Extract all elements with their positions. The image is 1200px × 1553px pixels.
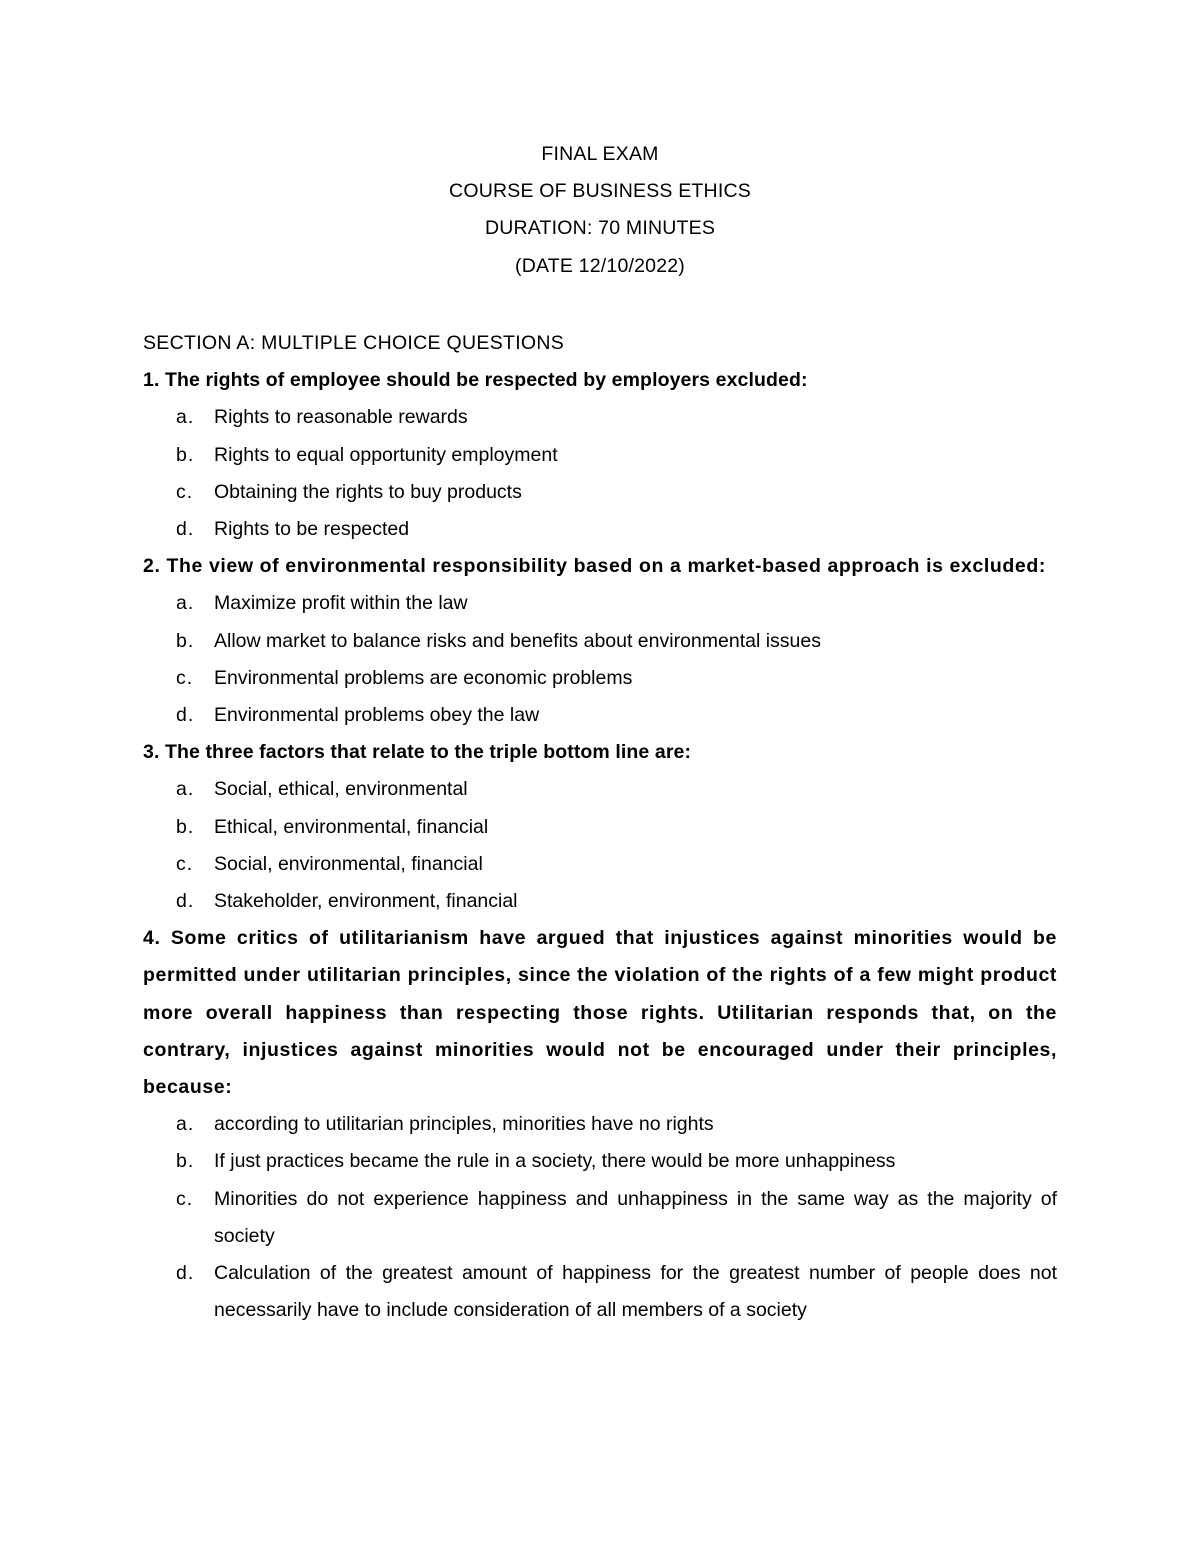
option-item: [143, 660, 1057, 697]
option-letter: b.: [176, 815, 195, 838]
option-text: Obtaining the rights to buy products: [214, 480, 522, 503]
option-text: Stakeholder, environment, financial: [214, 890, 518, 913]
option-list: [143, 585, 1057, 734]
option-item: [143, 883, 1057, 920]
option-letter: b.: [176, 1150, 195, 1173]
option-text: Environmental problems obey the law: [214, 704, 540, 727]
option-letter: c.: [176, 666, 194, 689]
question-block: [143, 362, 1057, 548]
option-text: according to utilitarian principles, minorities have no rights: [214, 1113, 714, 1136]
question-text: 2. The view of environmental responsibility based on a market-based approach is excluded:: [143, 555, 1046, 578]
option-item: [143, 474, 1057, 511]
option-letter: a.: [176, 778, 195, 801]
option-text: Social, ethical, environmental: [214, 778, 468, 801]
option-text: Rights to equal opportunity employment: [214, 443, 558, 466]
option-letter: b.: [176, 629, 195, 652]
option-text: Calculation of the greatest amount of happiness for the greatest number of people does not necessarily have to include consideration of all members of a society: [214, 1262, 1057, 1322]
option-letter: d.: [176, 704, 195, 727]
option-letter: c.: [176, 852, 194, 875]
question-text: 3. The three factors that relate to the triple bottom line are:: [143, 741, 692, 764]
exam-content: [143, 325, 1057, 1329]
option-item: [143, 1143, 1057, 1180]
option-item: [143, 1181, 1057, 1255]
option-item: [143, 585, 1057, 622]
question-block: [143, 548, 1057, 734]
option-item: [143, 809, 1057, 846]
option-list: [143, 1106, 1057, 1329]
option-text: Ethical, environmental, financial: [214, 815, 489, 838]
option-letter: b.: [176, 443, 195, 466]
option-item: [143, 1255, 1057, 1329]
option-text: Allow market to balance risks and benefits about environmental issues: [214, 629, 821, 652]
option-text: Social, environmental, financial: [214, 852, 483, 875]
option-item: [143, 697, 1057, 734]
exam-title: FINAL EXAM: [541, 143, 659, 165]
question-block: [143, 734, 1057, 920]
option-text: If just practices became the rule in a society, there would be more unhappiness: [214, 1150, 896, 1173]
option-item: [143, 437, 1057, 474]
option-letter: c.: [176, 480, 194, 503]
option-letter: d.: [176, 890, 195, 913]
option-item: [143, 771, 1057, 808]
option-text: Environmental problems are economic problems: [214, 666, 633, 689]
option-text: Minorities do not experience happiness and unhappiness in the same way as the majority of society: [214, 1187, 1057, 1247]
option-item: [143, 399, 1057, 436]
option-letter: d.: [176, 518, 195, 541]
exam-date: (DATE 12/10/2022): [515, 255, 685, 277]
question-text: 1. The rights of employee should be respected by employers excluded:: [143, 369, 808, 392]
option-letter: c.: [176, 1187, 194, 1210]
option-text: Rights to be respected: [214, 518, 410, 541]
option-letter: a.: [176, 592, 195, 615]
option-item: [143, 623, 1057, 660]
option-list: [143, 399, 1057, 548]
option-item: [143, 846, 1057, 883]
option-letter: a.: [176, 1113, 195, 1136]
option-letter: a.: [176, 406, 195, 429]
option-item: [143, 1106, 1057, 1143]
question-block: [143, 920, 1057, 1329]
option-text: Maximize profit within the law: [214, 592, 468, 615]
option-item: [143, 511, 1057, 548]
option-letter: d.: [176, 1262, 195, 1285]
question-text: 4. Some critics of utilitarianism have argued that injustices against minorities would be permitted under utilitarian principles, since the violation of the rights of a few might product more overall happiness than respecting those rights. Utilitarian responds that, on the contrary, injustices against minorities would not be encouraged under their principles, because:: [143, 927, 1057, 1099]
section-title: SECTION A: MULTIPLE CHOICE QUESTIONS: [143, 332, 565, 354]
exam-duration: DURATION: 70 MINUTES: [484, 217, 716, 239]
option-list: [143, 771, 1057, 920]
option-text: Rights to reasonable rewards: [214, 406, 468, 429]
course-name: COURSE OF BUSINESS ETHICS: [449, 180, 751, 202]
